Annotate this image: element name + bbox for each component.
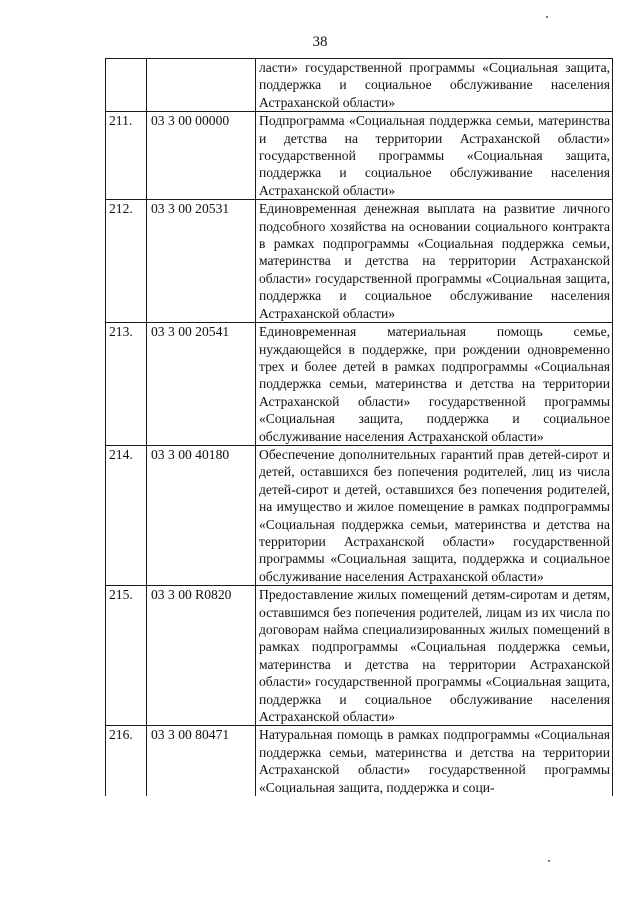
budget-codes-table: [105, 58, 613, 796]
row-description: Натуральная помощь в рамках подпрограммы «Социальная поддержка семьи, материнства и детства на территории Астраханской области» государственной программы «Социальная защита, поддержка и соци-: [256, 726, 613, 796]
table-row: [106, 586, 613, 726]
row-number: 215.: [106, 586, 147, 726]
table-row: [106, 726, 613, 796]
row-description: Единовременная денежная выплата на развитие личного подсобного хозяйства на основании социального контракта в рамках подпрограммы «Социальная поддержка семьи, материнства и детства на территории Астраханской области» государственной программы «Социальная защита, поддержка и социальное обслуживание населения Астраханской области»: [256, 200, 613, 323]
row-number: 213.: [106, 323, 147, 446]
row-number: 211.: [106, 112, 147, 200]
table-row: [106, 323, 613, 446]
page-number: 38: [312, 34, 328, 50]
budget-code: 03 3 00 R0820: [147, 586, 256, 726]
table-row: [106, 445, 613, 585]
scan-speck-bottom: [548, 860, 550, 862]
budget-code: 03 3 00 20531: [147, 200, 256, 323]
row-description: Подпрограмма «Социальная поддержка семьи, материнства и детства на территории Астраханской области» государственной программы «Социальная защита, поддержка и социальное обслуживание населения Астраханской области»: [256, 112, 613, 200]
budget-code: [147, 59, 256, 112]
scan-speck-top: [546, 16, 548, 18]
row-description: Обеспечение дополнительных гарантий прав детей-сирот и детей, оставшихся без попечения родителей, лиц из числа детей-сирот и детей, оставшихся без попечения родителей, на имущество и жилое помещение в рамках подпрограммы «Социальная поддержка семьи, материнства и детства на территории Астраханской области» государственной программы «Социальная защита, поддержка и социальное обслуживание населения Астраханской области»: [256, 445, 613, 585]
row-number: 216.: [106, 726, 147, 796]
budget-code: 03 3 00 20541: [147, 323, 256, 446]
table-row: [106, 59, 613, 112]
budget-code: 03 3 00 00000: [147, 112, 256, 200]
row-description: Предоставление жилых помещений детям-сиротам и детям, оставшимся без попечения родителей, лицам из их числа по договорам найма специализированных жилых помещений в рамках подпрограммы «Социальная поддержка семьи, материнства и детства на территории Астраханской области» государственной программы «Социальная защита, поддержка и социальное обслуживание населения Астраханской области»: [256, 586, 613, 726]
row-number: 214.: [106, 445, 147, 585]
row-description: Единовременная материальная помощь семье, нуждающейся в поддержке, при рождении одновременно трех и более детей в рамках подпрограммы «Социальная поддержка семьи, материнства и детства на территории Астраханской области» государственной программы «Социальная защита, поддержка и социальное обслуживание населения Астраханской области»: [256, 323, 613, 446]
row-number: [106, 59, 147, 112]
row-number: 212.: [106, 200, 147, 323]
table-row: [106, 200, 613, 323]
budget-code: 03 3 00 80471: [147, 726, 256, 796]
table-row: [106, 112, 613, 200]
row-description: ласти» государственной программы «Социальная защита, поддержка и социальное обслуживание населения Астраханской области»: [256, 59, 613, 112]
budget-code: 03 3 00 40180: [147, 445, 256, 585]
